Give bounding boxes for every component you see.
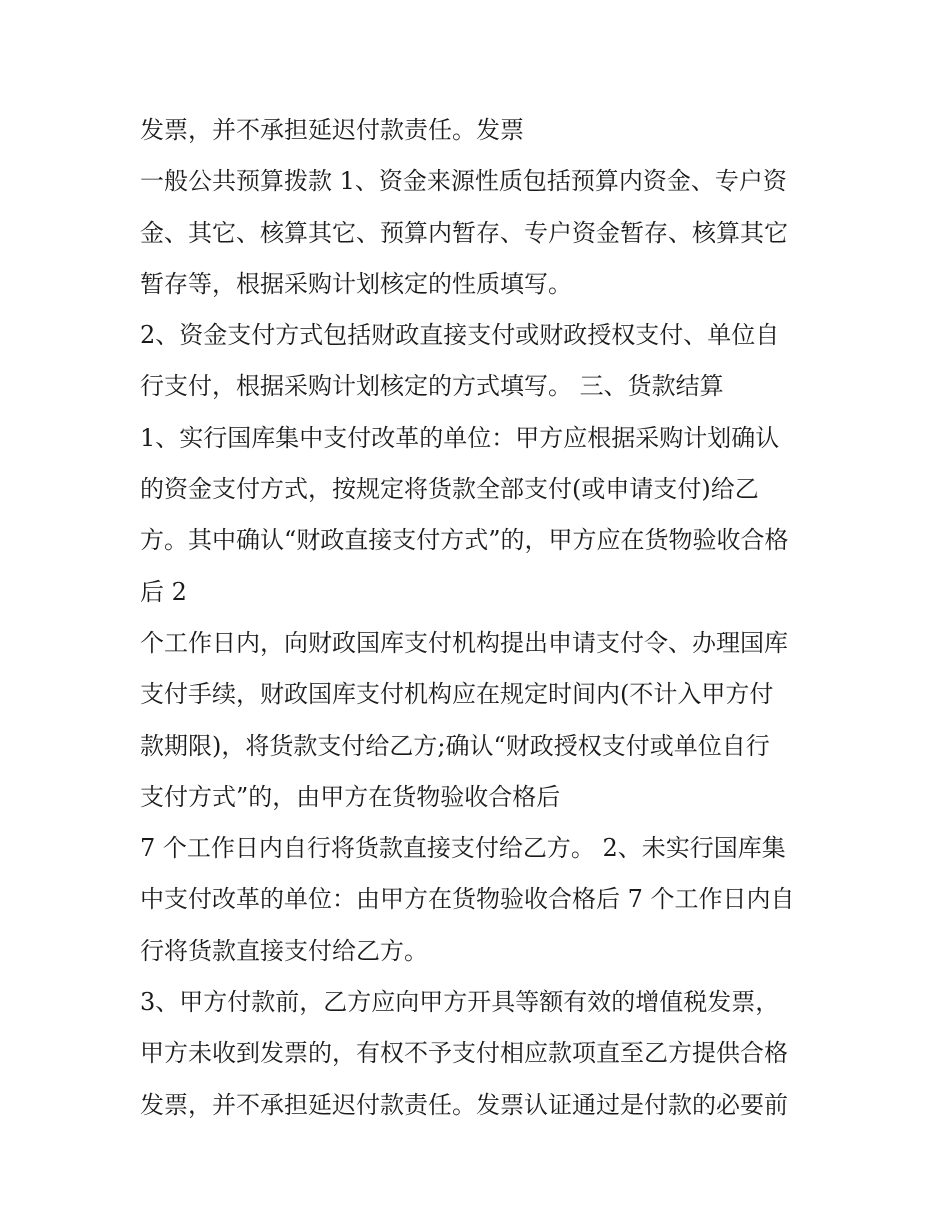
text-line: 款期限)，将货款支付给乙方;确认“财政授权支付或单位自行 [140,731,770,760]
text-line: 后 2 [140,577,187,606]
text-line: 方。其中确认“财政直接支付方式”的，甲方应在货物验收合格 [140,526,789,555]
text-line: 行将货款直接支付给乙方。 [140,936,428,965]
text-line: 一般公共预算拨款 1、资金来源性质包括预算内资金、专户资 [140,167,787,196]
body-text [140,108,830,1134]
text-line: 3、甲方付款前，乙方应向甲方开具等额有效的增值税发票， [140,988,780,1017]
text-line: 发票，并不承担延迟付款责任。发票 [140,116,524,144]
text-line: 中支付改革的单位：由甲方在货物验收合格后 7 个工作日内自 [140,885,795,914]
text-line: 的资金支付方式，按规定将货款全部支付(或申请支付)给乙 [140,475,759,504]
text-line: 行支付，根据采购计划核定的方式填写。 三、货款结算 [140,372,724,401]
text-line: 7 个工作日内自行将货款直接支付给乙方。 2、未实行国库集 [140,834,786,863]
text-line: 甲方未收到发票的，有权不予支付相应款项直至乙方提供合格 [140,1039,788,1068]
text-line: 支付方式”的，由甲方在货物验收合格后 [140,782,561,811]
text-line: 发票，并不承担延迟付款责任。发票认证通过是付款的必要前 [140,1090,788,1119]
text-line: 个工作日内，向财政国库支付机构提出申请支付令、办理国库 [140,628,788,657]
text-line: 暂存等，根据采购计划核定的性质填写。 [140,269,572,298]
text-line: 金、其它、核算其它、预算内暂存、专户资金暂存、核算其它 [140,218,788,247]
text-line: 支付手续，财政国库支付机构应在规定时间内(不计入甲方付 [140,680,774,709]
text-line: 1、实行国库集中支付改革的单位：甲方应根据采购计划确认 [140,423,780,452]
text-line: 2、资金支付方式包括财政直接支付或财政授权支付、单位自 [140,321,780,350]
